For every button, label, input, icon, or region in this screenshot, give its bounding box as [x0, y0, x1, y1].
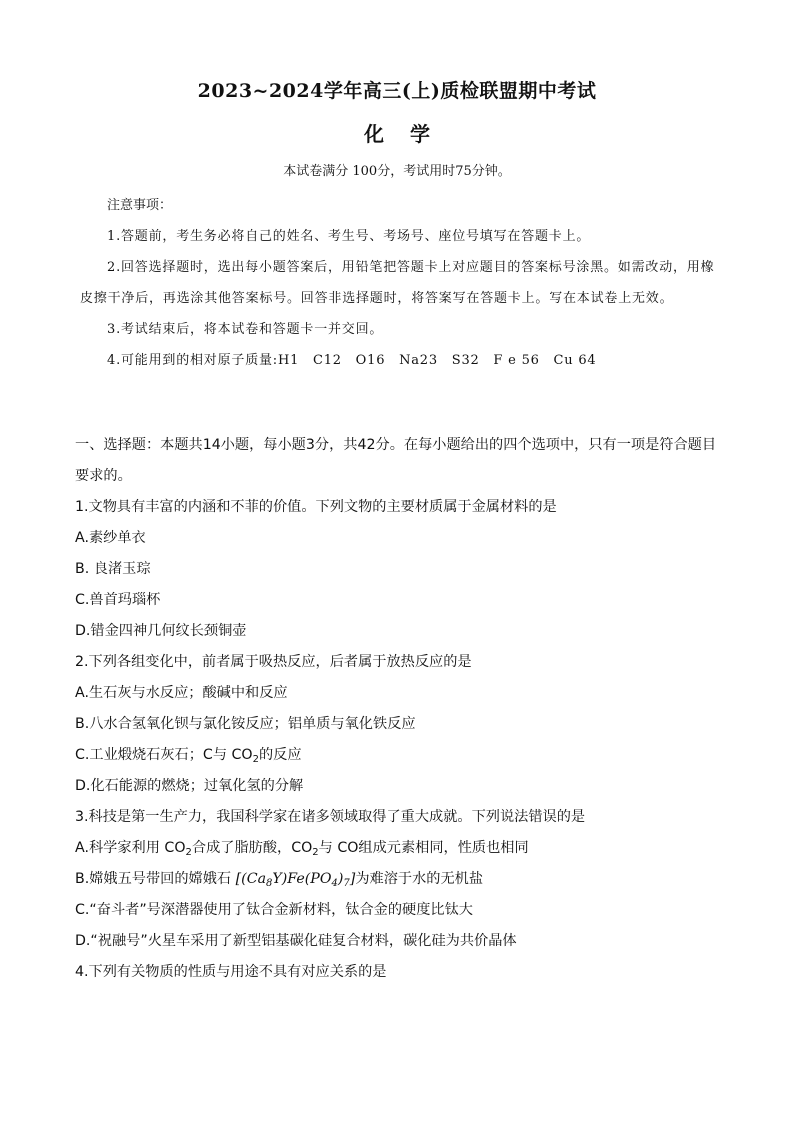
option-text: 为难溶于水的无机盐 [355, 871, 484, 887]
option-text: 的反应 [258, 747, 302, 763]
exam-subject: 化学 [364, 122, 456, 146]
subscript: 2 [312, 847, 319, 858]
question-stem: 4.下列有关物质的性质与用途不具有对应关系的是 [75, 964, 387, 980]
notes-title: 注意事项： [107, 198, 173, 213]
option-text: 与 CO组成元素相同，性质也相同 [318, 840, 529, 856]
note-item: 2.回答选择题时，选出每小题答案后，用铅笔把答题卡上对应题目的答案标号涂黑。如需改动，用橡皮擦干净后，再选涂其他答案标号。回答非选择题时，将答案写在答题卡上。写在本试卷上无效。 [80, 260, 715, 306]
formula-part: ) [337, 871, 344, 887]
formula-part: ] [349, 871, 356, 887]
question-option [75, 833, 725, 864]
subscript: 2 [185, 847, 192, 858]
option-text: B.嫦娥五号带回的嫦娥石 [75, 871, 236, 887]
question-option: B. 良渚玉琮 [75, 561, 151, 577]
question-option: D.化石能源的燃烧；过氧化氢的分解 [75, 778, 304, 794]
question-option [75, 740, 725, 771]
subscript: 8 [266, 878, 273, 889]
question-option: C.兽首玛瑙杯 [75, 592, 161, 608]
question-section [75, 430, 725, 988]
subscript: 7 [343, 878, 350, 889]
note-item: 3.考试结束后，将本试卷和答题卡一并交回。 [107, 322, 384, 337]
option-text: A.科学家利用 CO [75, 840, 186, 856]
question-option: D.错金四神几何纹长颈铜壶 [75, 623, 247, 639]
section-heading: 一、选择题：本题共14小题，每小题3分，共42分。在每小题给出的四个选项中，只有一项是符合题目要求的。 [75, 437, 717, 484]
question-option: C.“奋斗者”号深潜器使用了钛合金新材料，钛合金的硬度比钛大 [75, 902, 473, 918]
formula-part: Y)Fe(PO [272, 871, 332, 887]
question-option [75, 864, 725, 895]
exam-title: 2023~2024学年高三(上)质检联盟期中考试 [197, 80, 597, 102]
question-option: B.八水合氢氧化钡与氯化铵反应；铝单质与氧化铁反应 [75, 716, 416, 732]
question-stem: 2.下列各组变化中，前者属于吸热反应，后者属于放热反应的是 [75, 654, 472, 670]
question-option: D.“祝融号”火星车采用了新型铝基碳化硅复合材料，碳化硅为共价晶体 [75, 933, 517, 949]
notes-block [80, 190, 720, 376]
chemical-formula [236, 871, 356, 887]
subscript: 4 [331, 878, 338, 889]
option-text: 合成了脂肪酸，CO [191, 840, 313, 856]
note-item: 4.可能用到的相对原子质量:H1 C12 O16 Na23 S32 F e 56 Cu 64 [107, 353, 597, 368]
formula-part: [(Ca [235, 871, 267, 887]
question-stem: 3.科技是第一生产力，我国科学家在诸多领域取得了重大成就。下列说法错误的是 [75, 809, 586, 825]
note-item: 1.答题前，考生务必将自己的姓名、考生号、考场号、座位号填写在答题卡上。 [107, 229, 591, 244]
question-option: A.素纱单衣 [75, 530, 146, 546]
question-stem: 1.文物具有丰富的内涵和不菲的价值。下列文物的主要材质属于金属材料的是 [75, 499, 557, 515]
question-option: A.生石灰与水反应；酸碱中和反应 [75, 685, 288, 701]
subscript: 2 [252, 754, 259, 765]
exam-info: 本试卷满分 100分，考试用时75分钟。 [283, 164, 511, 179]
option-text: C.工业煅烧石灰石；C与 CO [75, 747, 253, 763]
